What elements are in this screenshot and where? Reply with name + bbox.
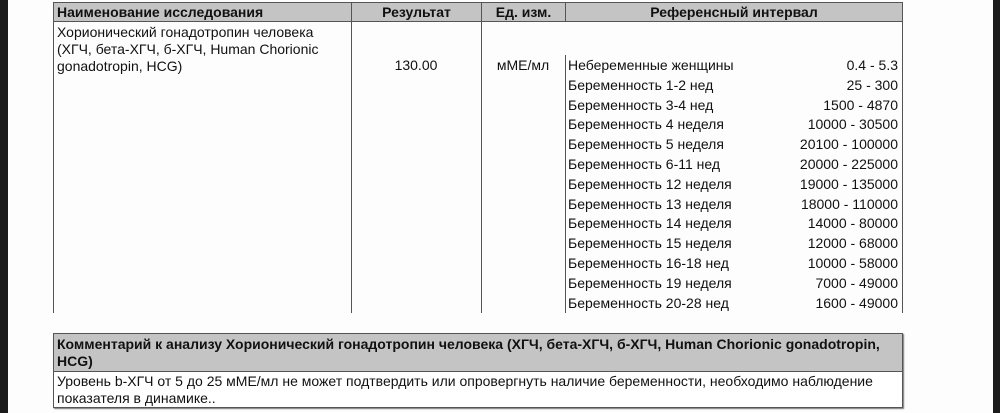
table-border-left (53, 22, 54, 313)
right-dark-edge (993, 0, 1000, 413)
reference-label: Беременность 19 неделя (568, 274, 732, 291)
test-unit: мМЕ/мл (496, 57, 550, 73)
reference-row (566, 76, 900, 96)
table-border-right (902, 22, 903, 313)
reference-label: Беременность 5 неделя (568, 136, 724, 153)
reference-label: Беременность 3-4 нед (568, 96, 714, 113)
header-result: Результат (352, 3, 482, 21)
reference-intervals (566, 56, 900, 313)
comment-text: Уровень b-ХГЧ от 5 до 25 мМЕ/мл не может подтвердить или опровергнуть наличие беременности, необходимо наблюдение показателя в динамике.. (57, 373, 873, 406)
reference-value: 20000 - 225000 (799, 155, 898, 172)
reference-value: 10000 - 30500 (807, 116, 898, 133)
reference-label: Беременность 12 неделя (568, 175, 732, 192)
table-header (53, 2, 903, 22)
reference-row (566, 254, 900, 274)
test-result: 130.00 (394, 57, 438, 73)
reference-row (566, 175, 900, 195)
comment-title: Комментарий к анализу Хорионический гонадотропин человека (ХГЧ, бета-ХГЧ, б-ХГЧ, Human Chorionic gonadotropin, HCG) (54, 334, 902, 372)
reference-row (566, 115, 900, 135)
reference-value: 20100 - 100000 (799, 136, 898, 153)
reference-value: 10000 - 58000 (807, 254, 898, 271)
reference-value: 1600 - 49000 (815, 294, 898, 311)
reference-row (566, 214, 900, 234)
reference-row (566, 294, 900, 314)
reference-label: Беременность 14 неделя (568, 215, 732, 232)
header-name: Наименование исследования (54, 3, 352, 21)
reference-label: Беременность 6-11 нед (568, 155, 721, 172)
reference-value: 25 - 300 (846, 76, 898, 93)
reference-row (566, 195, 900, 215)
left-dark-edge (0, 0, 8, 413)
reference-value: 7000 - 49000 (815, 274, 898, 291)
reference-row (566, 155, 900, 175)
reference-label: Беременность 16-18 нед (568, 254, 729, 271)
reference-label: Беременность 4 неделя (568, 116, 724, 133)
reference-label: Беременность 13 неделя (568, 195, 732, 212)
reference-value: 1500 - 4870 (823, 96, 898, 113)
header-unit: Ед. изм. (482, 3, 566, 21)
reference-row (566, 96, 900, 116)
comment-box (53, 333, 903, 408)
header-reference: Референсный интервал (650, 4, 818, 20)
reference-label: Беременность 1-2 нед (568, 76, 714, 93)
reference-value: 14000 - 80000 (807, 215, 898, 232)
reference-value: 18000 - 110000 (800, 195, 898, 212)
reference-value: 12000 - 68000 (807, 235, 898, 252)
reference-value: 0.4 - 5.3 (846, 57, 898, 73)
reference-row (566, 56, 900, 76)
reference-value: 19000 - 135000 (799, 175, 898, 192)
reference-label: Беременность 15 неделя (568, 235, 732, 252)
reference-row (566, 234, 900, 254)
reference-label: Беременность 20-28 нед (568, 294, 729, 311)
reference-row (566, 274, 900, 294)
reference-label: Небеременные женщины (568, 57, 734, 73)
reference-row (566, 135, 900, 155)
test-name: Хорионический гонадотропин человека (ХГЧ, бета-ХГЧ, б-ХГЧ, Human Chorionic gonadotropin, HCG) (57, 24, 319, 74)
